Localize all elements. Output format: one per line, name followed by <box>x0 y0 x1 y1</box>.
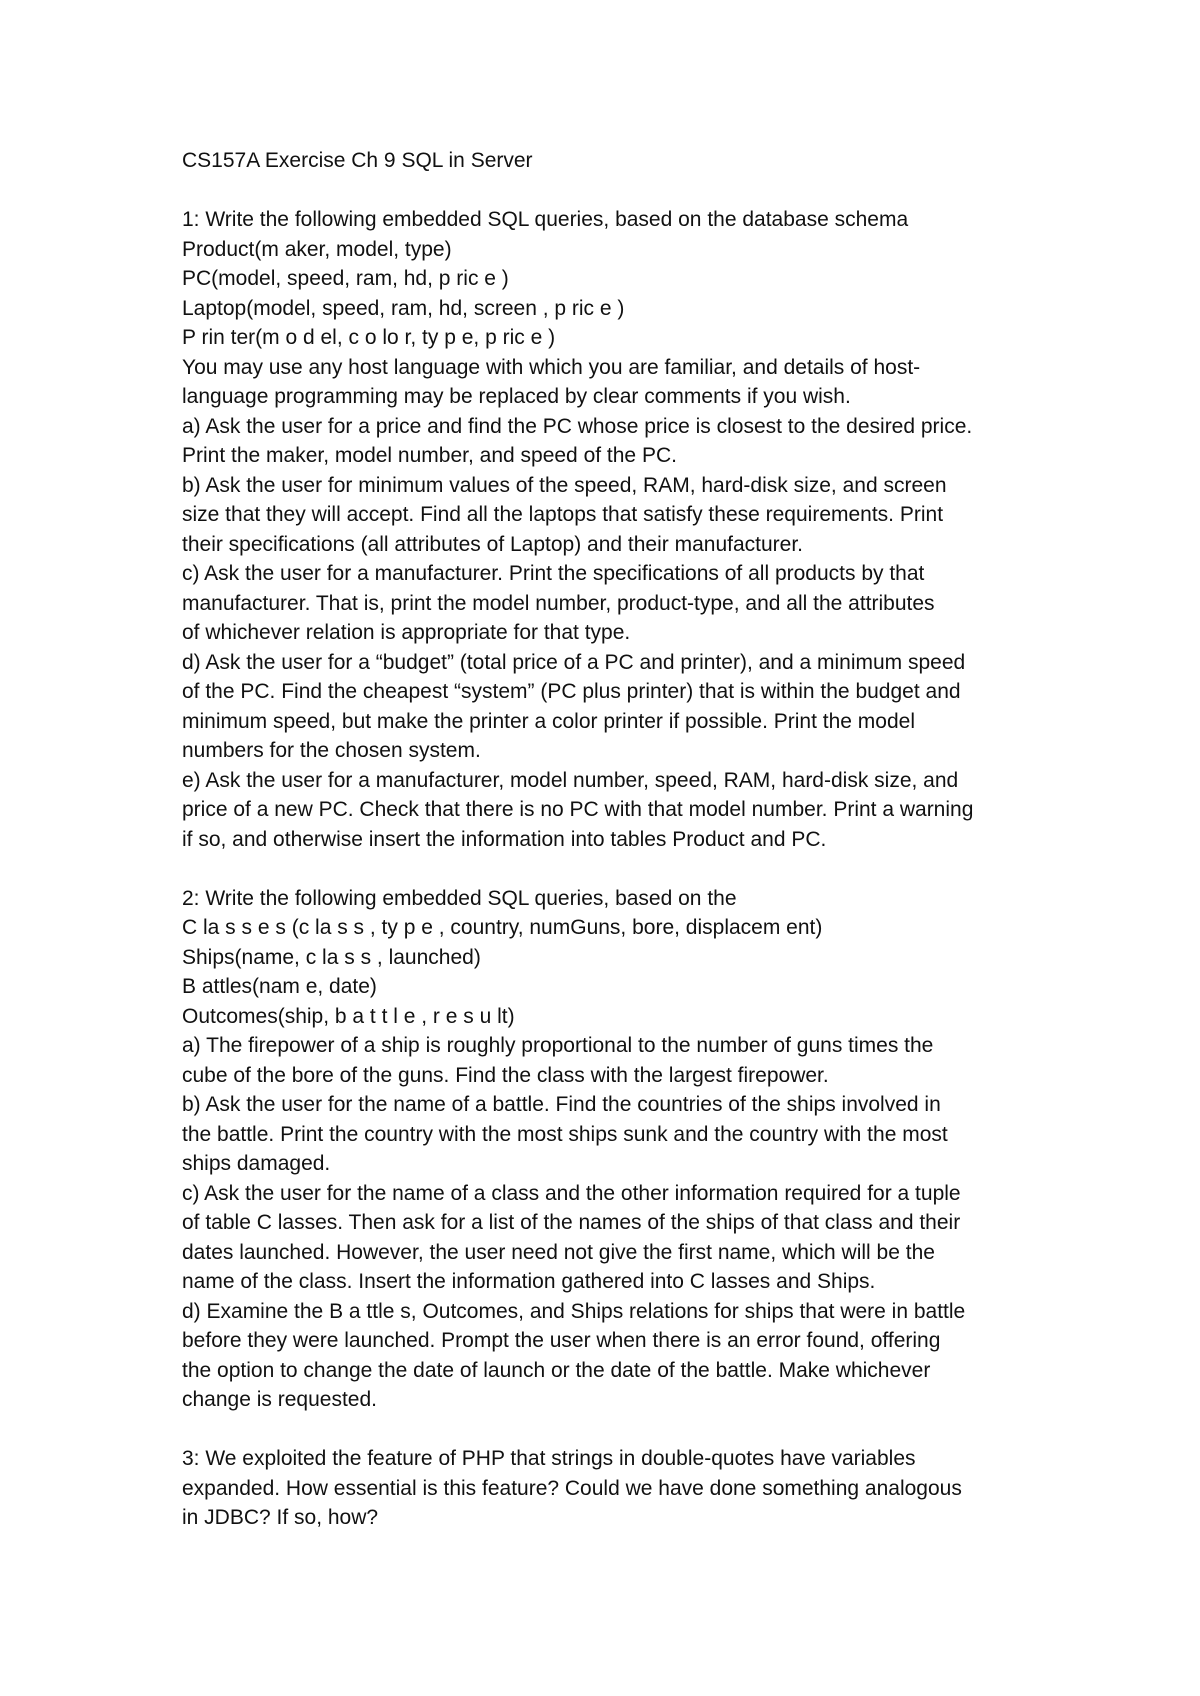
q1-line: a) Ask the user for a price and find the PC whose price is closest to the desired price. <box>182 414 973 438</box>
q1-line: minimum speed, but make the printer a color printer if possible. Print the model <box>182 709 916 733</box>
q2-line: a) The firepower of a ship is roughly proportional to the number of guns times the <box>182 1034 934 1057</box>
q1-line: d) Ask the user for a “budget” (total price of a PC and printer), and a minimum speed <box>182 650 966 674</box>
q1-line: of the PC. Find the cheapest “system” (PC plus printer) that is within the budget and <box>182 680 961 703</box>
q2-line: the option to change the date of launch or the date of the battle. Make whichever <box>182 1358 931 1382</box>
q1-line: price of a new PC. Check that there is no PC with that model number. Print a warning <box>182 798 974 821</box>
q1-line: b) Ask the user for minimum values of the speed, RAM, hard-disk size, and screen <box>182 473 947 497</box>
q2-line: Outcomes(ship, b a t t l e , r e s u lt) <box>182 1004 515 1028</box>
q1-line: of whichever relation is appropriate for that type. <box>182 621 631 644</box>
spacer <box>182 1415 1082 1445</box>
question-1 <box>182 205 1082 854</box>
q1-line: size that they will accept. Find all the laptops that satisfy these requirements. Print <box>182 503 944 526</box>
q1-line: Product(m aker, model, type) <box>182 237 452 261</box>
q2-line: b) Ask the user for the name of a battle. Find the countries of the ships involved in <box>182 1093 941 1116</box>
q1-line: language programming may be replaced by clear comments if you wish. <box>182 385 851 408</box>
q2-line: Ships(name, c la s s , launched) <box>182 945 481 969</box>
q2-line: dates launched. However, the user need not give the first name, which will be the <box>182 1240 935 1264</box>
q1-line: e) Ask the user for a manufacturer, model number, speed, RAM, hard-disk size, and <box>182 768 959 792</box>
document-title: CS157A Exercise Ch 9 SQL in Server <box>182 149 533 172</box>
q3-line: 3: We exploited the feature of PHP that strings in double-quotes have variables <box>182 1447 916 1470</box>
q2-line: 2: Write the following embedded SQL queries, based on the <box>182 886 737 910</box>
q1-line: if so, and otherwise insert the information into tables Product and PC. <box>182 827 827 851</box>
q1-line: PC(model, speed, ram, hd, p ric e ) <box>182 267 509 290</box>
q3-line: expanded. How essential is this feature? Could we have done something analogous <box>182 1476 962 1500</box>
q2-line: change is requested. <box>182 1388 377 1411</box>
q3-line: in JDBC? If so, how? <box>182 1506 379 1529</box>
q1-line: manufacturer. That is, print the model number, product-type, and all the attributes <box>182 591 935 615</box>
q1-line: numbers for the chosen system. <box>182 739 481 762</box>
spacer <box>182 854 1082 884</box>
q2-line: cube of the bore of the guns. Find the class with the largest firepower. <box>182 1063 829 1087</box>
question-3 <box>182 1444 1082 1533</box>
q2-line: before they were launched. Prompt the user when there is an error found, offering <box>182 1329 941 1352</box>
q1-line: You may use any host language with which you are familiar, and details of host- <box>182 355 921 379</box>
q2-line: ships damaged. <box>182 1152 331 1175</box>
q2-line: C la s s e s (c la s s , ty p e , country, numGuns, bore, displacem ent) <box>182 916 823 939</box>
question-2 <box>182 884 1082 1415</box>
q2-line: the battle. Print the country with the most ships sunk and the country with the most <box>182 1122 948 1146</box>
q2-line: c) Ask the user for the name of a class and the other information required for a tuple <box>182 1181 961 1205</box>
q2-line: B attles(nam e, date) <box>182 975 377 998</box>
q2-line: of table C lasses. Then ask for a list of the names of the ships of that class and their <box>182 1211 961 1234</box>
q1-line: P rin ter(m o d el, c o lo r, ty p e, p ric e ) <box>182 326 556 349</box>
q1-line: Print the maker, model number, and speed of the PC. <box>182 444 677 467</box>
document-body <box>182 146 1082 1533</box>
spacer <box>182 176 1082 206</box>
q1-line: c) Ask the user for a manufacturer. Print the specifications of all products by that <box>182 562 925 585</box>
q1-line: their specifications (all attributes of Laptop) and their manufacturer. <box>182 532 803 556</box>
q2-line: name of the class. Insert the information gathered into C lasses and Ships. <box>182 1270 876 1293</box>
q1-line: 1: Write the following embedded SQL queries, based on the database schema <box>182 208 909 231</box>
q1-line: Laptop(model, speed, ram, hd, screen , p ric e ) <box>182 296 625 320</box>
q2-line: d) Examine the B a ttle s, Outcomes, and Ships relations for ships that were in battle <box>182 1299 966 1323</box>
